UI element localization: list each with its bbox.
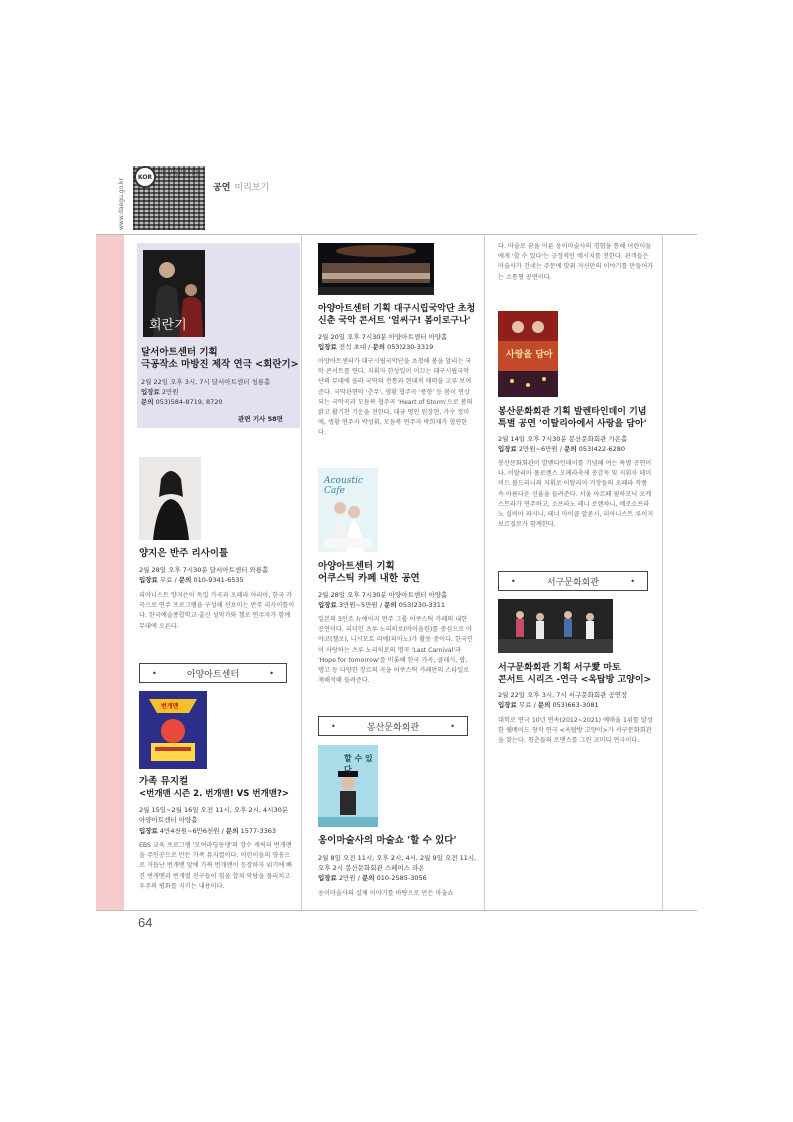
inquiry-label: 문의 (564, 445, 577, 453)
event-title: <번개맨 시즌 2. 번개맨! VS 번개맨?> (139, 789, 290, 799)
event-fee-inquiry: 입장료 2만원~6만원 / 문의 053)422-6280 (498, 445, 625, 453)
event-title: 특별 공연 '이탈리아에서 사랑을 담아' (498, 419, 647, 429)
fee-value: 2만원~6만원 (518, 445, 558, 453)
fee-value: 2만원 (338, 874, 356, 882)
side-accent-bar (96, 234, 124, 911)
event-datetime: 2월 20일 오후 7시30분 아양아트센터 아양홀 (318, 333, 448, 341)
inquiry-label: 문의 (178, 576, 192, 584)
fee-label: 입장료 (141, 388, 160, 396)
inquiry-value: 053)230-3319 (387, 343, 434, 351)
event-datetime: 2월 22일 오후 3시, 7시 달서아트센터 청룡홀 (141, 378, 271, 386)
fee-value: 3만원~5만원 (338, 601, 378, 609)
event-description: 옹이마술사의 실제 이야기를 바탕으로 만든 마술쇼 (318, 890, 454, 897)
bullet-icon: • (152, 668, 157, 678)
side-url: www.daegu.go.kr (118, 178, 125, 230)
event-datetime: 2월 15일~2월 16일 오전 11시, 오후 2시, 4시30분 (139, 806, 289, 814)
fee-label: 입장료 (139, 827, 158, 835)
event-datetime: 2월 28일 오후 7시30분 아양아트센터 아양홀 (318, 591, 448, 599)
city-name: 대구광역시청 (160, 169, 201, 177)
event-description: 피아니스트 양지은이 독일 가곡과 오페라 아리아, 한국 가곡으로 연주 프로그램을 구성해 선보이는 반주 리사이틀이다. 한국예술종합학교 출신 성악가와 첼로 연주자가 함께 무대에 오른다. (139, 592, 295, 630)
inquiry-label: 문의 (225, 827, 239, 835)
event-fee-inquiry: 입장료 무료 / 문의 053)663-3081 (498, 701, 599, 709)
event-description: 아양아트센터가 대구시립국악단을 초청해 봄을 알리는 국악 콘서트를 연다. 지휘자 한상일이 이끄는 대구시립국악단의 무대에 올라 국악의 전통과 현대적 매력을 고루 보여준다. 국악관현악 '춘무', 생황 협주곡 '풍향' 등 봄이 연상되는 국악곡과 모듬북 협주곡 'Heart of Storm'으로 봄의 밝고 활기찬 기운을 전한다. 대금 명인 원장현, 가수 정미애, 생황 연주자 박성휘, 모듬북 연주자 박희재가 협연한다. (318, 358, 473, 437)
venue-name: 서구문화회관 (546, 577, 600, 588)
event-title: 양지은 반주 리사이틀 (139, 548, 229, 559)
bullet-icon: • (331, 721, 336, 731)
fee-value: 2만원 (161, 388, 179, 396)
bullet-icon: • (450, 721, 455, 731)
fee-label: 입장료 (498, 445, 517, 453)
fee-value: 무료 (159, 576, 173, 584)
inquiry-value: 010-2585-3056 (376, 874, 427, 882)
fee-label: 입장료 (318, 601, 337, 609)
event-title: 서구문화회관 기획 서구愛 마토 (498, 663, 621, 673)
event-fee-inquiry: 입장료 전석 초대 / 문의 053)230-3319 (318, 343, 434, 351)
event-title: 달서아트센터 기획 (141, 347, 218, 358)
continued-text: 다. 마술로 꿈을 이룬 옹이마술사의 경험을 통해 어린이들에게 '할 수 있다'는 긍정적인 메시지를 전한다. 관객들은 마술사가 건네는 주문에 맞춰 자신만의 이야기를 만들어가는 소통형 공연이다. (498, 243, 654, 281)
event-description: EBS 교육 프로그램 '모여라딩동댕'의 장수 캐릭터 번개맨을 주인공으로 만든 가족 뮤지컬이다. 어린이들의 영웅으로 거듭난 번개맨 앞에 가짜 번개맨이 등장하자 위기에 빠진 번개맨과 번개별 친구들이 힘을 합쳐 악당을 물리치고 우주의 평화를 지키는 내용이다. (139, 842, 293, 890)
poster-title: 사랑을 담아 (506, 350, 553, 360)
venue-header (139, 663, 287, 683)
event-fee (141, 387, 179, 397)
fee-value: 전석 초대 (338, 343, 367, 351)
poster-image (143, 250, 205, 337)
event-datetime: 2월 14일 오후 7시30분 봉산문화회관 가온홀 (498, 435, 628, 443)
concert-photo (318, 243, 434, 295)
event-datetime: 2월 28일 오후 7시30분 달서아트센터 와룡홀 (139, 566, 269, 574)
poster-title: 회란기 (149, 318, 187, 333)
inquiry-value: 053)230-3311 (398, 601, 445, 609)
section-title-bold: 공연 (213, 183, 231, 193)
inquiry-label: 문의 (384, 601, 397, 609)
section-title-light: 미리보기 (234, 183, 270, 193)
poster-title: Acoustic Cafe (324, 476, 363, 496)
event-title: 아양아트센터 기획 대구시립국악단 초청 (318, 304, 476, 314)
inquiry-value: 053)663-3081 (552, 701, 599, 709)
event-description: 봉산문화회관이 발렌타인데이를 기념해 여는 특별 공연이다. 이탈리아 풀로렌스 오페라축제 총감독 및 지휘자 데이비드 볼드리니의 지휘로 이탈리아 거장들의 오페라 작품 속 아름다운 선율을 들려준다. 서울 아르떼 필하모닉 오케스트라가 연주하고, 소프라노 레니 로렌차니, 메조소프라노 실비아 파시니, 테너 마이클 알론시, 피아니스트 루이지 보르질로가 함께한다. (498, 460, 654, 529)
concert-graphic (318, 243, 434, 295)
event-title: 어쿠스틱 카페 내한 공연 (318, 573, 420, 584)
venue-header (318, 716, 468, 736)
bullet-icon: • (630, 576, 635, 586)
page-number: 64 (138, 915, 153, 930)
event-title: 가족 뮤지컬 (139, 776, 189, 787)
inquiry-label: 문의 (372, 343, 385, 351)
inquiry-label: 문의 (361, 874, 375, 882)
fee-value: 무료 (518, 701, 532, 709)
event-title: 극공작소 마방진 제작 연극 <회란기> (141, 359, 299, 370)
fee-label: 입장료 (318, 874, 337, 882)
venue-header (498, 571, 648, 591)
column-divider (662, 234, 663, 911)
performer-graphic (139, 457, 201, 540)
bottom-divider (96, 910, 697, 911)
inquiry-label: 문의 (537, 701, 551, 709)
poster-image (318, 468, 378, 552)
poster-image (139, 691, 207, 769)
event-description: 일본의 3인조 뉴에이지 연주 그룹 어쿠스틱 카페의 내한 공연이다. 리더인 츠루 노리히로(바이올린)를 중심으로 아야코(첼로), 니시모토 리에(피아노)가 활동 중이다. 한국인이 사랑하는 츠루 노리히로의 명곡 'Last Carnival'과 'Hope for tomorrow'를 비롯해 한국 가곡, 클래식, 팝, 탱고 등 다양한 장르의 곡을 어쿠스틱 카페만의 스타일로 재해석해 들려준다. (318, 616, 473, 685)
event-title: 아양아트센터 기획 (318, 561, 395, 572)
inquiry-value: 053)584-8719, 8720 (155, 398, 223, 406)
event-datetime: 2월 8일 오전 11시, 오후 2시, 4시, 2월 9일 오전 11시, (318, 854, 477, 862)
fee-label: 입장료 (318, 343, 337, 351)
fee-label: 입장료 (139, 576, 158, 584)
event-title: 신춘 국악 콘서트 '얼씨구! 봄이로구나' (318, 316, 471, 326)
event-fee-inquiry: 입장료 3만원~5만원 / 문의 053)230-3311 (318, 601, 445, 609)
event-fee-inquiry: 입장료 무료 / 문의 010-9341-6535 (139, 576, 244, 584)
fee-value: 4만4천원~6만6천원 (159, 827, 220, 835)
event-fee-inquiry: 입장료 2만원 / 문의 010-2585-3056 (318, 874, 427, 882)
city-logo: KOR (134, 166, 156, 188)
related-article-ref: 관련 기사 58면 (238, 415, 283, 423)
poster-title: 번개맨 (161, 703, 179, 710)
inquiry-label: 문의 (141, 398, 154, 406)
poster-image (498, 311, 558, 397)
inquiry-value: 1577-3363 (240, 827, 276, 835)
performer-photo (139, 457, 201, 540)
event-venue: 오후 2시 봉산문화회관 스페이스 라온 (318, 864, 425, 872)
venue-name: 봉산문화회관 (366, 722, 420, 733)
inquiry-value: 053)422-6280 (578, 445, 625, 453)
bullet-icon: • (269, 668, 274, 678)
play-photo (498, 599, 613, 653)
inquiry-value: 010-9341-6535 (193, 576, 244, 584)
event-venue: 아양아트센터 아양홀 (139, 816, 198, 824)
play-graphic (498, 599, 613, 653)
poster-title: 할 수 있다 (344, 754, 373, 774)
bullet-icon: • (511, 576, 516, 586)
event-description: 대학로 연극 10년 연속(2012~2021) 예매율 1위를 달성한 웰메이드 창작 연극 <옥탑방 고양이>가 서구문화회관을 찾는다. 청춘들의 로맨스를 그린 코미디 연극이다. (498, 717, 653, 745)
event-title: 봉산문화회관 기획 발렌타인데이 기념 (498, 407, 647, 417)
event-fee-inquiry: 입장료 4만4천원~6만6천원 / 문의 1577-3363 (139, 827, 276, 835)
fee-label: 입장료 (498, 701, 517, 709)
event-datetime: 2월 22일 오후 3시, 7시 서구문화회관 공연장 (498, 691, 628, 699)
event-title: 옹이마술사의 마술쇼 '할 수 있다' (318, 835, 457, 846)
event-title: 콘서트 시리즈 -연극 <옥탑방 고양이> (498, 675, 652, 685)
poster-image (318, 745, 378, 827)
venue-name: 아양아트센터 (186, 669, 240, 680)
top-divider (96, 234, 697, 235)
section-title (213, 180, 269, 193)
event-inquiry (141, 397, 223, 407)
column-divider (301, 234, 302, 911)
column-divider (484, 234, 485, 911)
